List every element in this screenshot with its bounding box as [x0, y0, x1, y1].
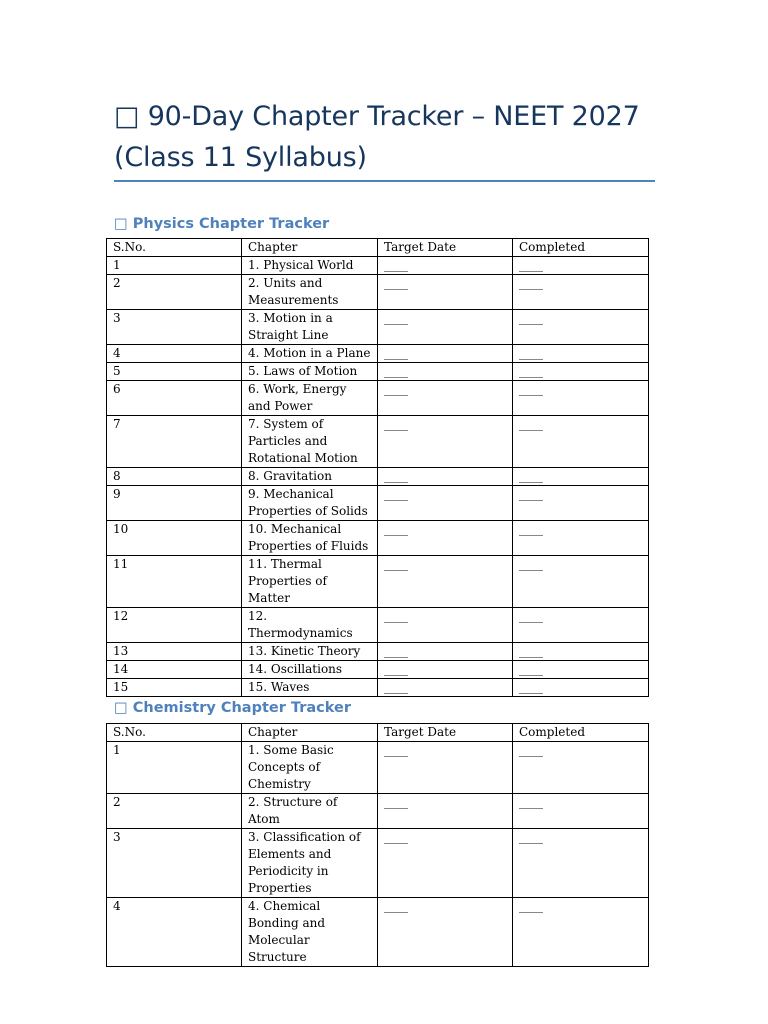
table-row: [107, 310, 649, 345]
table-row: [107, 521, 649, 556]
table-row: [107, 345, 649, 363]
target-date-cell: ____: [378, 898, 513, 967]
table-row: [107, 257, 649, 275]
target-date-cell: ____: [378, 345, 513, 363]
column-header-sno: S.No.: [107, 724, 242, 742]
chemistry-section-heading: □ Chemistry Chapter Tracker: [114, 700, 351, 716]
target-date-cell: ____: [378, 381, 513, 416]
physics-section-heading: □ Physics Chapter Tracker: [114, 216, 330, 232]
page-title: □ 90-Day Chapter Tracker – NEET 2027 (Class 11 Syllabus): [114, 101, 640, 173]
target-date-cell: ____: [378, 608, 513, 643]
completed-cell: ____: [513, 898, 649, 967]
sno-cell: 3: [107, 829, 242, 898]
table-row: [107, 381, 649, 416]
table-row: [107, 608, 649, 643]
sno-cell: 8: [107, 468, 242, 486]
table-header-row: [107, 724, 649, 742]
table-row: [107, 643, 649, 661]
completed-cell: ____: [513, 829, 649, 898]
chapter-cell: 6. Work, Energy and Power: [242, 381, 378, 416]
completed-cell: ____: [513, 416, 649, 468]
target-date-cell: ____: [378, 257, 513, 275]
chapter-cell: 1. Physical World: [242, 257, 378, 275]
target-date-cell: ____: [378, 643, 513, 661]
completed-cell: ____: [513, 556, 649, 608]
table-row: [107, 363, 649, 381]
chapter-cell: 9. Mechanical Properties of Solids: [242, 486, 378, 521]
sno-cell: 13: [107, 643, 242, 661]
target-date-cell: ____: [378, 556, 513, 608]
table-row: [107, 556, 649, 608]
table-row: [107, 468, 649, 486]
chapter-cell: 8. Gravitation: [242, 468, 378, 486]
completed-cell: ____: [513, 363, 649, 381]
chapter-cell: 12. Thermodynamics: [242, 608, 378, 643]
chemistry-tracker-table: [106, 723, 649, 967]
chapter-cell: 2. Structure of Atom: [242, 794, 378, 829]
column-header-completed: Completed: [513, 239, 649, 257]
sno-cell: 15: [107, 679, 242, 697]
chapter-cell: 3. Classification of Elements and Periodicity in Properties: [242, 829, 378, 898]
sno-cell: 4: [107, 345, 242, 363]
target-date-cell: ____: [378, 829, 513, 898]
target-date-cell: ____: [378, 742, 513, 794]
chapter-cell: 3. Motion in a Straight Line: [242, 310, 378, 345]
sno-cell: 4: [107, 898, 242, 967]
completed-cell: ____: [513, 381, 649, 416]
column-header-target-date: Target Date: [378, 239, 513, 257]
completed-cell: ____: [513, 468, 649, 486]
completed-cell: ____: [513, 679, 649, 697]
completed-cell: ____: [513, 275, 649, 310]
chapter-cell: 4. Motion in a Plane: [242, 345, 378, 363]
column-header-chapter: Chapter: [242, 239, 378, 257]
target-date-cell: ____: [378, 416, 513, 468]
chapter-cell: 15. Waves: [242, 679, 378, 697]
chapter-cell: 5. Laws of Motion: [242, 363, 378, 381]
completed-cell: ____: [513, 257, 649, 275]
chapter-cell: 11. Thermal Properties of Matter: [242, 556, 378, 608]
completed-cell: ____: [513, 643, 649, 661]
title-underline: [114, 180, 655, 182]
target-date-cell: ____: [378, 794, 513, 829]
table-row: [107, 829, 649, 898]
sno-cell: 5: [107, 363, 242, 381]
completed-cell: ____: [513, 742, 649, 794]
sno-cell: 11: [107, 556, 242, 608]
sno-cell: 14: [107, 661, 242, 679]
completed-cell: ____: [513, 608, 649, 643]
sno-cell: 9: [107, 486, 242, 521]
chapter-cell: 1. Some Basic Concepts of Chemistry: [242, 742, 378, 794]
table-row: [107, 275, 649, 310]
sno-cell: 1: [107, 742, 242, 794]
target-date-cell: ____: [378, 363, 513, 381]
completed-cell: ____: [513, 794, 649, 829]
chapter-cell: 4. Chemical Bonding and Molecular Structure: [242, 898, 378, 967]
sno-cell: 10: [107, 521, 242, 556]
completed-cell: ____: [513, 521, 649, 556]
chapter-cell: 13. Kinetic Theory: [242, 643, 378, 661]
completed-cell: ____: [513, 310, 649, 345]
sno-cell: 1: [107, 257, 242, 275]
completed-cell: ____: [513, 486, 649, 521]
completed-cell: ____: [513, 661, 649, 679]
column-header-chapter: Chapter: [242, 724, 378, 742]
target-date-cell: ____: [378, 468, 513, 486]
target-date-cell: ____: [378, 679, 513, 697]
target-date-cell: ____: [378, 661, 513, 679]
table-header-row: [107, 239, 649, 257]
chapter-cell: 10. Mechanical Properties of Fluids: [242, 521, 378, 556]
sno-cell: 3: [107, 310, 242, 345]
target-date-cell: ____: [378, 310, 513, 345]
target-date-cell: ____: [378, 275, 513, 310]
target-date-cell: ____: [378, 486, 513, 521]
completed-cell: ____: [513, 345, 649, 363]
table-row: [107, 898, 649, 967]
sno-cell: 12: [107, 608, 242, 643]
column-header-completed: Completed: [513, 724, 649, 742]
chapter-cell: 7. System of Particles and Rotational Motion: [242, 416, 378, 468]
table-row: [107, 486, 649, 521]
column-header-target-date: Target Date: [378, 724, 513, 742]
physics-tracker-table: [106, 238, 649, 697]
table-row: [107, 416, 649, 468]
chapter-cell: 2. Units and Measurements: [242, 275, 378, 310]
chapter-cell: 14. Oscillations: [242, 661, 378, 679]
sno-cell: 7: [107, 416, 242, 468]
sno-cell: 2: [107, 275, 242, 310]
table-row: [107, 794, 649, 829]
target-date-cell: ____: [378, 521, 513, 556]
column-header-sno: S.No.: [107, 239, 242, 257]
table-row: [107, 661, 649, 679]
sno-cell: 2: [107, 794, 242, 829]
sno-cell: 6: [107, 381, 242, 416]
table-row: [107, 679, 649, 697]
table-row: [107, 742, 649, 794]
